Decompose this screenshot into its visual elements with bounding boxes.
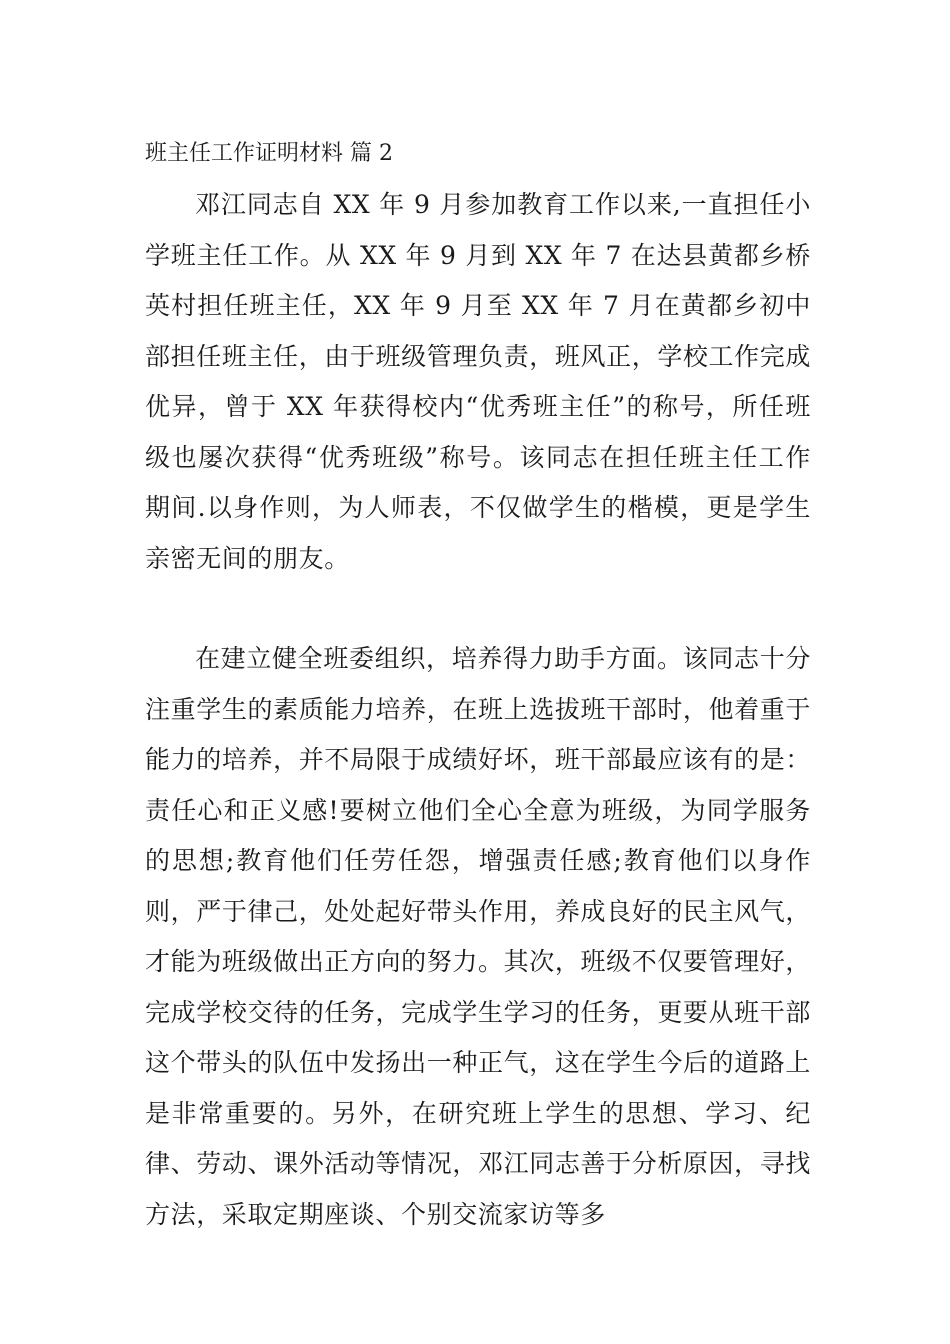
document-body bbox=[145, 134, 811, 1240]
paragraph-1: 邓江同志自 XX 年 9 月参加教育工作以来,一直担任小学班主任工作。从 XX 年 9 月到 XX 年 7 在达县黄都乡桥英村担任班主任，XX 年 9 月至 XX 年 7 月在黄都乡初中部担任班主任，由于班级管理负责，班风正，学校工作完成优异，曾于 XX 年获得校内“优秀班主任”的称号，所任班级也屡次获得“优秀班级”称号。该同志在担任班主任工作期间.以身作则，为人师表，不仅做学生的楷模，更是学生亲密无间的朋友。 bbox=[145, 190, 811, 573]
paragraph-spacer bbox=[145, 584, 811, 634]
paragraph-2: 在建立健全班委组织，培养得力助手方面。该同志十分注重学生的素质能力培养，在班上选拔班干部时，他着重于能力的培养，并不局限于成绩好坏，班干部最应该有的是：责任心和正义感!要树立他们全心全意为班级，为同学服务的思想;教育他们任劳任怨，增强责任感;教育他们以身作则，严于律己，处处起好带头作用，养成良好的民主风气，才能为班级做出正方向的努力。其次，班级不仅要管理好，完成学校交待的任务，完成学生学习的任务，更要从班干部这个带头的队伍中发扬出一种正气，这在学生今后的道路上是非常重要的。另外，在研究班上学生的思想、学习、纪律、劳动、课外活动等情况，邓江同志善于分析原因，寻找方法，采取定期座谈、个别交流家访等多 bbox=[145, 644, 811, 1229]
document-title: 班主任工作证明材料 篇 2 bbox=[145, 141, 393, 166]
